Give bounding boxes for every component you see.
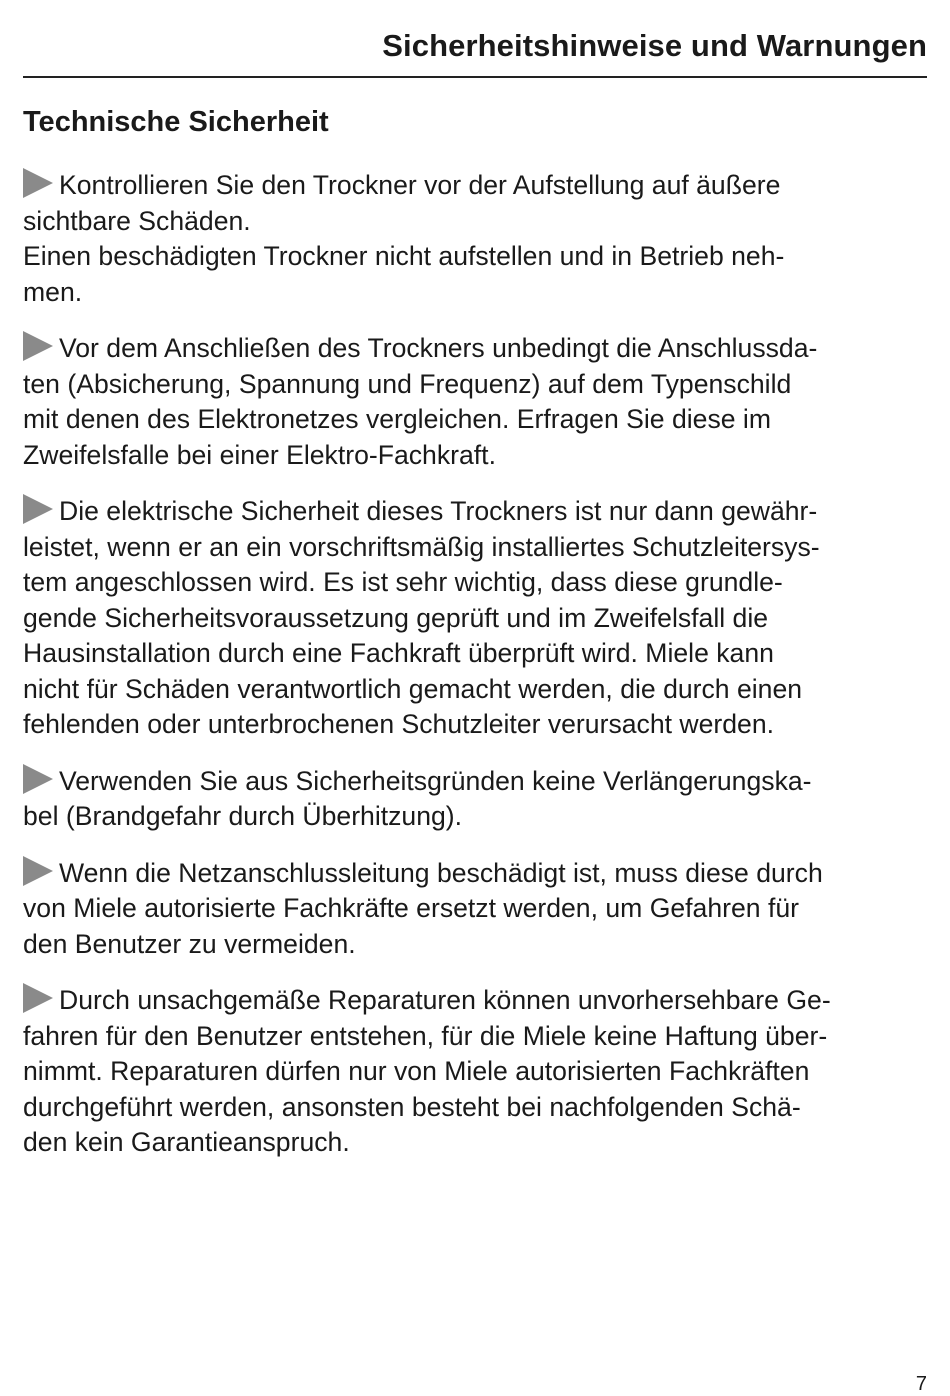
instruction-paragraph xyxy=(23,983,927,1161)
instruction-paragraph xyxy=(23,764,927,835)
paragraph-line: sichtbare Schäden. xyxy=(23,205,251,236)
paragraph-line: gende Sicherheitsvoraussetzung geprüft und im Zweifelsfall die xyxy=(23,602,769,633)
instruction-paragraph xyxy=(23,856,927,963)
paragraph-line xyxy=(23,764,927,800)
paragraph-line: den kein Garantieanspruch. xyxy=(23,1127,350,1157)
paragraph-line: leistet, wenn er an ein vorschriftsmäßig installiertes Schutzleitersys- xyxy=(23,531,820,562)
paragraph-line: Einen beschädigten Trockner nicht aufstellen und in Betrieb neh- xyxy=(23,241,785,271)
instruction-paragraph xyxy=(23,331,927,473)
bullet-arrow-icon xyxy=(23,764,53,794)
paragraph-line: Zweifelsfalle bei einer Elektro-Fachkraft. xyxy=(23,439,496,470)
bullet-arrow-icon xyxy=(23,856,53,886)
instruction-paragraph xyxy=(23,168,927,310)
page-title: Sicherheitshinweise und Warnungen xyxy=(382,28,927,63)
paragraph-line xyxy=(23,331,927,367)
paragraph-line: ten (Absicherung, Spannung und Frequenz) auf dem Typenschild xyxy=(23,368,792,399)
bullet-arrow-icon xyxy=(23,983,53,1013)
paragraph-line: von Miele autorisierte Fachkräfte ersetzt werden, um Gefahren für xyxy=(23,893,799,923)
paragraph-line-text: Verwenden Sie aus Sicherheitsgründen keine Verlängerungska- xyxy=(59,765,812,796)
paragraph-line: bel (Brandgefahr durch Überhitzung). xyxy=(23,801,463,831)
paragraph-line: men. xyxy=(23,276,83,307)
paragraph-line: mit denen des Elektronetzes vergleichen. Erfragen Sie diese im xyxy=(23,404,771,434)
paragraph-line xyxy=(23,983,927,1019)
paragraph-line xyxy=(23,856,927,892)
paragraph-line: fahren für den Benutzer entstehen, für die Miele keine Haftung über- xyxy=(23,1020,828,1051)
paragraph-line: fehlenden oder unterbrochenen Schutzleiter verursacht werden. xyxy=(23,709,775,739)
instruction-paragraph xyxy=(23,494,927,743)
page-header xyxy=(23,22,927,78)
paragraph-line: Hausinstallation durch eine Fachkraft überprüft wird. Miele kann xyxy=(23,638,774,668)
paragraph-line xyxy=(23,494,927,530)
paragraph-line-text: Durch unsachgemäße Reparaturen können unvorhersehbare Ge- xyxy=(59,985,831,1015)
paragraph-line-text: Kontrollieren Sie den Trockner vor der Aufstellung auf äußere xyxy=(59,170,781,200)
paragraph-line xyxy=(23,168,927,204)
paragraph-line-text: Vor dem Anschließen des Trockners unbedingt die Anschlussda- xyxy=(59,333,818,363)
paragraph-line-text: Wenn die Netzanschlussleitung beschädigt ist, muss diese durch xyxy=(59,857,823,888)
paragraph-line-text: Die elektrische Sicherheit dieses Trockners ist nur dann gewähr- xyxy=(59,496,818,526)
page-number: 7 xyxy=(915,1373,927,1395)
paragraph-line: nimmt. Reparaturen dürfen nur von Miele autorisierten Fachkräften xyxy=(23,1056,810,1086)
section-heading: Technische Sicherheit xyxy=(23,106,329,138)
paragraph-line: durchgeführt werden, ansonsten besteht bei nachfolgenden Schä- xyxy=(23,1091,801,1122)
paragraph-line: nicht für Schäden verantwortlich gemacht werden, die durch einen xyxy=(23,673,803,704)
bullet-arrow-icon xyxy=(23,494,53,524)
bullet-arrow-icon xyxy=(23,331,53,361)
paragraph-line: den Benutzer zu vermeiden. xyxy=(23,928,356,959)
paragraph-line: tem angeschlossen wird. Es ist sehr wichtig, dass diese grundle- xyxy=(23,567,783,597)
bullet-arrow-icon xyxy=(23,168,53,198)
safety-instructions-list xyxy=(23,168,927,1182)
